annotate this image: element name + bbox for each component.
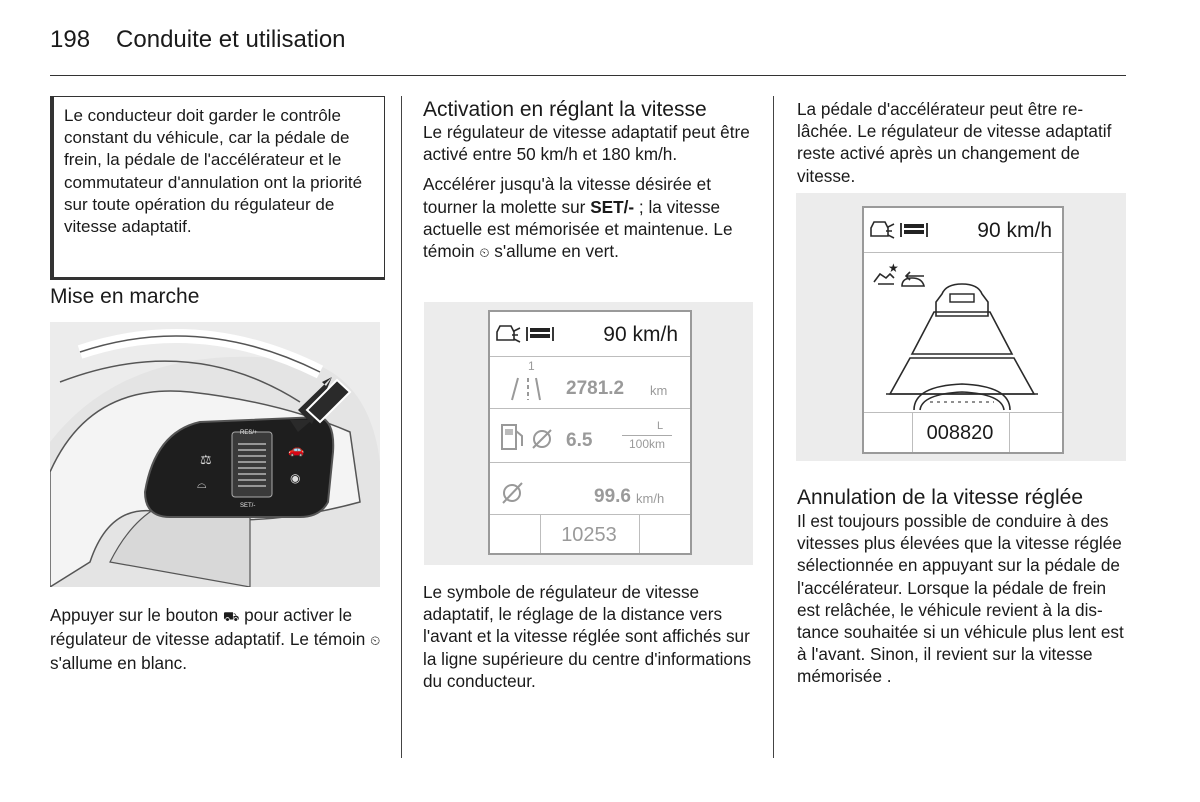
acc-distance-icon [494,322,556,348]
para-text-part: s'allume en vert. [494,241,619,262]
display-speed: 90 km/h [603,323,678,346]
svg-text:🚗: 🚗 [288,442,305,457]
odometer-value: 008820 [926,422,994,444]
steering-wheel-illustration [50,322,380,587]
para-text: s'allume en blanc. [50,653,188,674]
para-text: pour activer le régulateur de vitesse adaptatif. Le témoin [50,605,366,650]
para-text: Le régulateur de vitesse adaptatif peut être activé entre 50 km/h et 180 km/h. [423,122,750,165]
svg-text:◉: ◉ [290,471,301,485]
section-heading: Mise en marche [50,285,200,308]
pedal-paragraph [797,98,1129,197]
fuel-unit-bottom: 100km [628,437,666,451]
header-divider [50,75,1126,76]
para-text-part: Accélérer jusqu'à la vitesse désirée et tourner la molette sur [423,174,711,217]
column-divider [773,96,774,758]
vehicle-ahead-graphic [864,254,1062,412]
display-top-row [864,208,1062,253]
avg-speed-value: 99.6 [594,486,631,507]
trip-digit: 1 [528,359,535,373]
display-trip-row [490,358,690,409]
display-fuel-row [490,410,690,463]
page-number: 198 [50,26,91,53]
set-label-bold: SET/- [590,196,635,217]
display-speed: 90 km/h [977,219,1052,242]
trip-unit: km [650,383,668,398]
cruise-indicator-icon: ⏲ [370,633,381,649]
fuel-value: 6.5 [566,430,593,451]
display-odometer-row [490,514,690,553]
page-header [50,26,346,54]
page-title: Conduite et utilisation [116,26,346,53]
section-heading: Annulation de la vitesse réglée [797,486,1084,509]
display-top-row [490,312,690,357]
svg-text:★: ★ [888,261,899,275]
display-description [423,581,758,702]
para-text-part: ; la vitesse actuelle est mémorisée et maintenue. Le témoin [423,196,733,262]
average-icon [500,480,526,506]
para-text: La pédale d'accélérateur peut être relâchée. Le régulateur de vitesse adaptatif reste activé après un changement de vitesse. [797,99,1112,186]
activation-section [423,98,758,274]
vehicle-ahead-icon [874,274,894,284]
cancel-section [797,486,1129,698]
trip-value: 2781.2 [566,378,625,399]
wheel-set-label: SET/- [240,503,256,509]
section-heading: Activation en réglant la vitesse [423,98,707,121]
column-divider [401,96,402,758]
cruise-indicator-icon: ⏲ [479,245,490,261]
odometer-value: 10253 [561,524,617,546]
warning-text: Le conducteur doit garder le contrôle constant du véhicule, car la pédale de frein, la pédale de l'accélérateur et le commutateur d'annulation ont la priorité sur toute opération du régulateur de vitesse adaptatif. [64,106,363,237]
driver-info-display [488,310,692,555]
instruction-paragraph [50,604,385,675]
acc-distance-icon [868,218,930,244]
fuel-unit-top: L [656,420,664,432]
fuel-pump-icon [500,422,560,452]
fuel-unit-fraction-line [622,435,672,436]
display-avg-speed-row [490,464,690,516]
acc-button-icon: ⛟ [222,609,240,624]
svg-text:⚖: ⚖ [200,452,212,467]
display-odometer-row [864,412,1062,452]
section-heading-wrap [50,285,380,309]
acc-display [862,206,1064,454]
para-text: Le symbole de régulateur de vitesse adaptatif, le réglage de la distance vers l'avant et la vitesse réglée sont affichés sur la ligne supérieure du centre d'informations du conducteur. [423,582,752,691]
para-text: Il est toujours possible de conduire à des vitesses plus élevées que la vitesse réglée sélectionnée en appuyant sur la pédale de l'accélérateur. Lorsque la pédale de frein est relâchée, le véhicule revient à la distance souhaitée si un véhicule plus lent est à l'avant. Sinon, il revient sur la vitesse mémorisée . [797,511,1124,687]
trip-road-icon [500,372,550,402]
avg-speed-unit: km/h [636,491,665,506]
warning-box [50,96,385,280]
para-text: Appuyer sur le bouton [50,605,219,625]
wheel-res-label: RES/+ [240,430,258,436]
svg-text:⌓: ⌓ [197,477,207,491]
para-text [423,173,758,264]
